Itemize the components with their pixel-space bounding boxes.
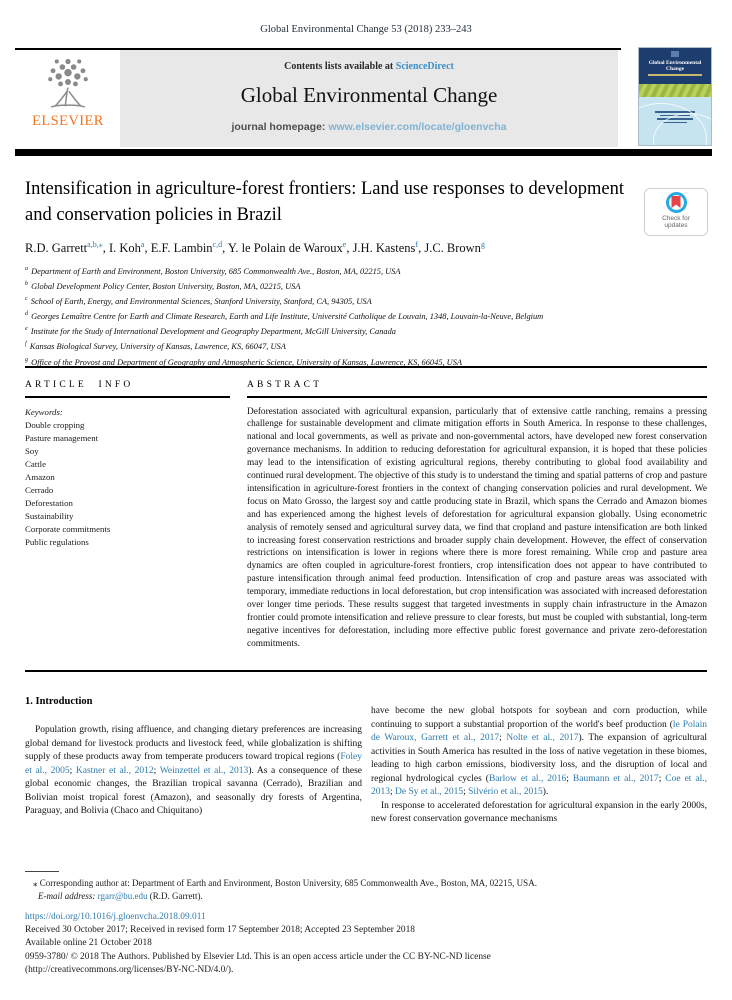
cover-logo-mark bbox=[671, 51, 679, 57]
keyword-item: Double cropping bbox=[25, 419, 85, 430]
badge-label: Check for updates bbox=[662, 215, 690, 229]
affiliation-item: $^f$ Kansas Biological Survey, University of Kansas, Lawrence, KS, 66047, USA bbox=[25, 341, 286, 352]
cover-art bbox=[639, 97, 711, 145]
footnote-separator bbox=[25, 871, 59, 872]
static-text: ; bbox=[566, 773, 573, 784]
corresponding-author-note bbox=[25, 877, 707, 902]
elsevier-tree-icon bbox=[36, 54, 100, 110]
static-text: ; bbox=[153, 765, 160, 776]
keyword-item: Deforestation bbox=[25, 497, 73, 508]
keywords-label: Keywords: bbox=[25, 406, 63, 417]
static-text: R.D. Garrett bbox=[25, 241, 88, 256]
crossmark-icon bbox=[666, 192, 687, 213]
text-link[interactable]: Nolte et al., 2017 bbox=[506, 733, 579, 743]
intro-paragraph bbox=[371, 705, 707, 800]
email-line bbox=[25, 890, 707, 903]
text-link[interactable]: Silvério et al., 2015 bbox=[468, 787, 543, 797]
static-text: ). As a consequence of these global economic changes, the Brazilian tropical savanna (Cerrado), Brazilian and Bolivian moist tropical forest (Amazon), and seasonally dry forests of Argentina, Paraguay, and Bolivia (Chaco and Chiquitano) bbox=[25, 765, 362, 816]
affiliation-item: $^e$ Institute for the Study of International Development and Geography Department, McGill University, Canada bbox=[25, 326, 396, 337]
static-text: , Y. le Polain de Waroux bbox=[222, 241, 343, 256]
article-info-section bbox=[25, 380, 230, 549]
elsevier-logo[interactable] bbox=[17, 54, 119, 130]
journal-title: Global Environmental Change bbox=[240, 83, 498, 107]
affiliation-superscript: e bbox=[25, 326, 28, 333]
section-heading: 1. Introduction bbox=[25, 696, 93, 707]
static-text: , J.H. Kastens bbox=[346, 241, 416, 256]
article-info-header: ARTICLE INFO bbox=[25, 380, 134, 390]
affiliation-item: $^b$ Global Development Policy Center, Boston University, Boston, MA, 02215, USA bbox=[25, 281, 301, 291]
static-text: , E.F. Lambin bbox=[144, 241, 213, 256]
text-link[interactable]: le Polain de Waroux, Garrett et al., 2017 bbox=[371, 719, 707, 743]
intro-paragraph: In response to accelerated deforestation for agricultural expansion in the early 2000s, new forest conservation governance mechanisms bbox=[371, 800, 707, 824]
static-text: ; bbox=[499, 733, 507, 743]
keyword-item: Corporate commitments bbox=[25, 523, 111, 534]
elsevier-wordmark: ELSEVIER bbox=[32, 113, 104, 129]
article-meta-footer bbox=[25, 911, 707, 977]
cover-header bbox=[639, 48, 711, 84]
keywords-list bbox=[25, 419, 230, 549]
divider bbox=[25, 366, 707, 368]
text-link[interactable]: rgarr@bu.edu bbox=[97, 890, 148, 901]
page-citation: Global Environmental Change 53 (2018) 233–243 bbox=[260, 24, 472, 35]
text-link[interactable]: De Sy et al., 2015 bbox=[395, 787, 464, 797]
author-superscript[interactable]: g bbox=[480, 240, 485, 249]
doi-link[interactable]: https://doi.org/10.1016/j.gloenvcha.2018.09.011 bbox=[25, 912, 206, 922]
introduction-left-column bbox=[25, 696, 362, 819]
author-superscript[interactable]: a,b,⁎ bbox=[87, 240, 103, 249]
author-superscript[interactable]: a bbox=[140, 240, 145, 249]
abstract-text: Deforestation associated with agricultural expansion, particularly that of extensive cattle ranching, remains a pressing challenge for sustainable development and climate mitigation efforts in South America. In response to these challenges, national and local governments, as well as private and non-governmental actors, have developed new forest conservation governance mechanisms. In addition to reducing deforestation for agricultural expansion, it is hoped that these policies may lead to the intensification of existing agricultural regions, thereby contributing to global food availability and continued rural development. The objective of this study is to understand the timing and spatial patterns of crop and pasture intensification in agriculture-forest frontiers in the context of changing conservation policies and rural development. We focus on Mato Grosso, the largest soy and cattle producing state in Brazil, which spans the Cerrado and Amazon biomes and has experienced among the highest levels of deforestation for agricultural expansion globally. Using econometric analysis of remotely sensed and agricultural survey data, we find that cropland and pasture intensification are both linked to increasing forest conservation restrictions and broader supply chain development. However, the effect of conservation restrictions on intensification is lower in regions where there is more forest remaining. While crop and pasture area dynamics are often coupled in agriculture-forest frontiers, crop intensification does not appear to have contributed to pasture intensification through animal feed production. Intensification of crop and pasture areas was associated with temporary, immediate reductions in local deforestation, but crop intensification was associated with increased deforestation over longer time periods. These results suggest that targeted investments in supply chain infrastructure in the Amazon frontier could promote intensification and relieve pressure to clear forests, but must be coupled with substantial, long-term negative incentives for deforestation, including more effective public forest governance and private zero-deforestation commitments. bbox=[247, 406, 707, 649]
affiliation-item: $^c$ School of Earth, Energy, and Environmental Sciences, Stanford University, Stanford, CA, 94305, USA bbox=[25, 296, 372, 306]
check-for-updates-badge[interactable] bbox=[644, 188, 708, 236]
divider bbox=[247, 396, 707, 398]
static-text: ; bbox=[658, 773, 666, 784]
static-text: Population growth, rising affluence, and changing dietary preferences are increasing global demand for livestock products and livestock feed, while globalization is shifting supply of these products away from temperate producers toward tropical regions ( bbox=[25, 725, 362, 762]
cover-title: Global Environmental Change bbox=[648, 60, 702, 72]
affiliation-superscript: a bbox=[25, 266, 28, 272]
license-line-2: (http://creativecommons.org/licenses/BY-NC-ND/4.0/). bbox=[25, 964, 234, 975]
homepage-prefix: journal homepage: bbox=[231, 121, 329, 133]
affiliation-superscript: c bbox=[25, 296, 28, 303]
corresponding-author-line: ⁎ Corresponding author at: Department of Earth and Environment, Boston University, 685 Commonwealth Ave., Boston, MA, 02215, USA. bbox=[33, 878, 537, 888]
abstract-header: ABSTRACT bbox=[247, 380, 323, 390]
author-superscript[interactable]: f bbox=[415, 240, 419, 249]
contents-line bbox=[120, 61, 618, 72]
static-text: ; bbox=[69, 765, 76, 776]
authors-line bbox=[25, 240, 685, 256]
divider bbox=[25, 396, 230, 398]
divider bbox=[25, 670, 707, 672]
keyword-item: Soy bbox=[25, 445, 39, 456]
available-online: Available online 21 October 2018 bbox=[25, 938, 152, 949]
journal-cover-thumbnail[interactable] bbox=[638, 47, 712, 146]
affiliation-superscript: b bbox=[25, 281, 28, 288]
static-text: (R.D. Garrett). bbox=[147, 890, 203, 901]
sciencedirect-link[interactable]: ScienceDirect bbox=[395, 61, 454, 72]
text-link[interactable]: Foley et al., 2005 bbox=[25, 752, 362, 776]
static-text: , I. Koh bbox=[102, 241, 141, 256]
article-title: Intensification in agriculture-forest frontiers: Land use responses to development and conservation policies in Brazil bbox=[25, 179, 625, 225]
static-text: ; bbox=[463, 787, 469, 797]
affiliation-item: $^d$ Georges Lemaître Centre for Earth and Climate Research, Earth and Life Institute, Université Catholique de Louvain, 1348, Louvain-la-Neuve, Belgium bbox=[25, 311, 544, 322]
divider bbox=[15, 149, 712, 156]
bookmark-icon bbox=[672, 196, 681, 208]
affiliations bbox=[25, 263, 707, 369]
keyword-item: Cerrado bbox=[25, 484, 54, 495]
affiliation-item: $^a$ Department of Earth and Environment, Boston University, 685 Commonwealth Ave., Boston, MA, 02215, USA bbox=[25, 266, 401, 276]
intro-paragraph bbox=[25, 724, 362, 819]
introduction-right-column bbox=[371, 705, 707, 827]
keyword-item: Public regulations bbox=[25, 536, 89, 547]
journal-homepage-link[interactable]: www.elsevier.com/locate/gloenvcha bbox=[328, 121, 507, 133]
static-text: ; bbox=[390, 787, 396, 797]
text-link[interactable]: Baumann et al., 2017 bbox=[572, 773, 659, 784]
affiliation-superscript: d bbox=[25, 311, 28, 318]
static-text: E-mail address: bbox=[38, 890, 98, 901]
keyword-item: Sustainability bbox=[25, 510, 74, 521]
static-text: , J.C. Brown bbox=[418, 241, 481, 256]
static-text: ). The expansion of agricultural activities in South America has resulted in the loss of native vegetation in these biomes, leading to high carbon emissions, biodiversity loss, and the disruption of local and regional hydrological cycles ( bbox=[371, 733, 707, 784]
contents-prefix: Contents lists available at bbox=[284, 61, 396, 72]
keyword-item: Cattle bbox=[25, 458, 47, 469]
journal-banner bbox=[120, 50, 618, 147]
author-superscript[interactable]: e bbox=[342, 240, 347, 249]
author-superscript[interactable]: c,d bbox=[212, 240, 223, 249]
affiliation-superscript: f bbox=[25, 341, 27, 348]
cover-subtitle-bar bbox=[648, 74, 702, 76]
text-link[interactable]: Kastner et al., 2012 bbox=[75, 765, 154, 776]
static-text: have become the new global hotspots for soybean and corn production, while continuing to support a substantial proportion of the world's beef production ( bbox=[371, 706, 707, 730]
homepage-line bbox=[120, 121, 618, 133]
abstract-section bbox=[247, 380, 707, 651]
static-text: ). bbox=[542, 787, 549, 797]
cover-text-block bbox=[639, 97, 711, 123]
cover-art-band bbox=[639, 84, 711, 97]
affiliation-item: $^g$ Office of the Provost and Department of Geography and Atmospheric Science, University of Kansas, Lawrence, KS, 66045, USA bbox=[25, 356, 463, 367]
keyword-item: Pasture management bbox=[25, 432, 99, 443]
affiliation-superscript: g bbox=[25, 356, 28, 363]
text-link[interactable]: Weinzettel et al., 2013 bbox=[159, 765, 249, 776]
license-line-1: 0959-3780/ © 2018 The Authors. Published by Elsevier Ltd. This is an open access article under the CC BY-NC-ND license bbox=[25, 951, 491, 962]
text-link[interactable]: Coe et al., 2013 bbox=[371, 773, 707, 797]
keyword-item: Amazon bbox=[25, 471, 55, 482]
received-dates: Received 30 October 2017; Received in revised form 17 September 2018; Accepted 23 September 2018 bbox=[25, 925, 415, 936]
text-link[interactable]: Barlow et al., 2016 bbox=[488, 773, 567, 784]
